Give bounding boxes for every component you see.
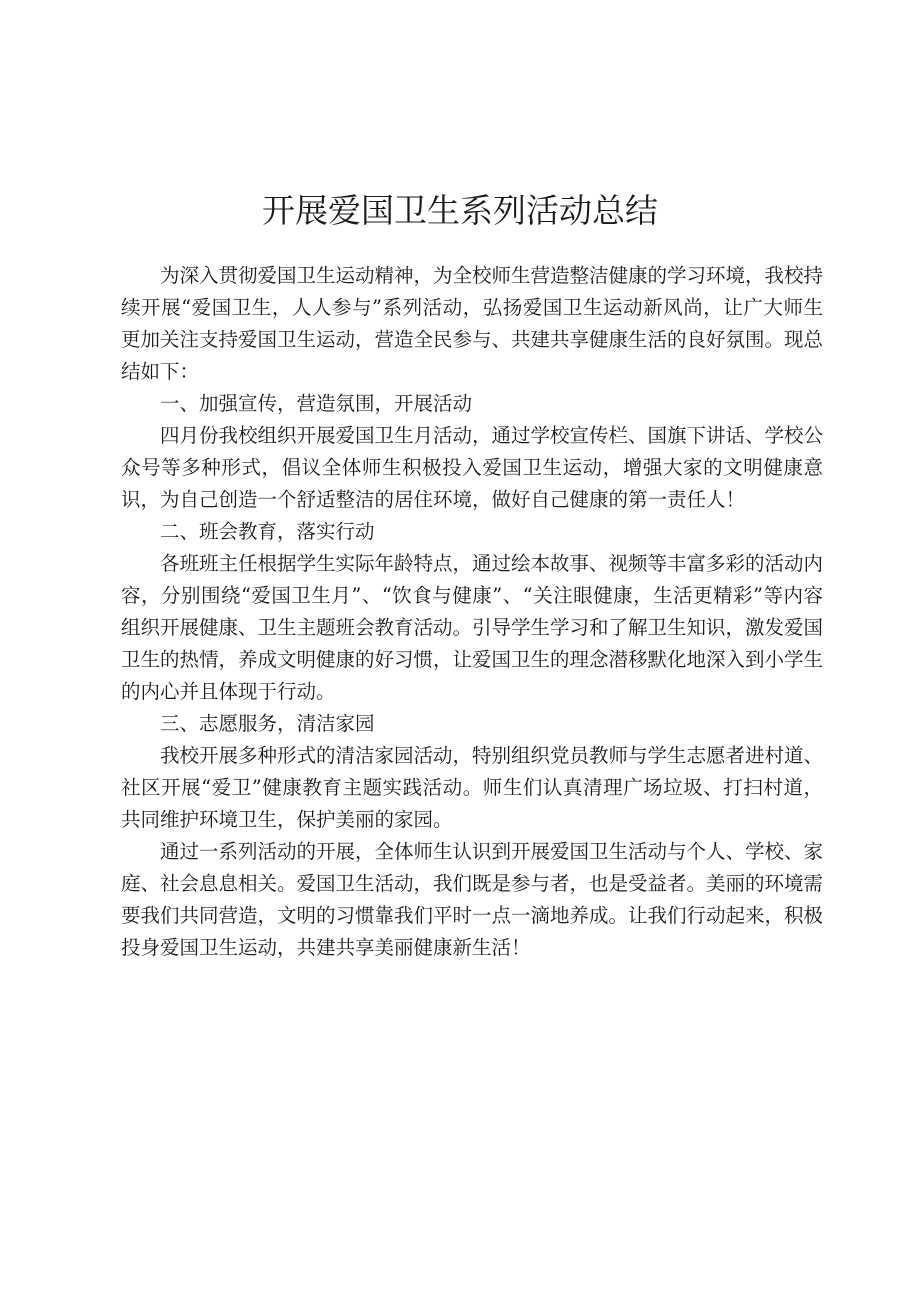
section-body-2: 各班班主任根据学生实际年龄特点，通过绘本故事、视频等丰富多彩的活动内容，分别围绕“爱国卫生月”、“饮食与健康”、“关注眼健康，生活更精彩”等内容组织开展健康、卫生主题班会教育活动。引导学生学习和了解卫生知识，激发爱国卫生的热情，养成文明健康的好习惯，让爱国卫生的理念潜移默化地深入到小学生的内心并且体现于行动。 (121, 552, 824, 703)
document-title: 开展爱国卫生系列活动总结 (262, 191, 658, 230)
intro-paragraph: 为深入贯彻爱国卫生运动精神，为全校师生营造整洁健康的学习环境，我校持续开展“爱国卫生，人人参与”系列活动，弘扬爱国卫生运动新风尚，让广大师生更加关注支持爱国卫生运动，营造全民参与、共建共享健康生活的良好氛围。现总结如下： (121, 264, 824, 383)
document-body (121, 260, 823, 964)
section-body-1: 四月份我校组织开展爱国卫生月活动，通过学校宣传栏、国旗下讲话、学校公众号等多种形式，倡议全体师生积极投入爱国卫生运动，增强大家的文明健康意识，为自己创造一个舒适整洁的居住环境，做好自己健康的第一责任人！ (121, 424, 824, 511)
conclusion-paragraph: 通过一系列活动的开展，全体师生认识到开展爱国卫生活动与个人、学校、家庭、社会息息相关。爱国卫生活动，我们既是参与者，也是受益者。美丽的环境需要我们共同营造，文明的习惯靠我们平时一点一滴地养成。让我们行动起来，积极投身爱国卫生运动，共建共享美丽健康新生活！ (121, 840, 824, 959)
section-heading-1: 一、加强宣传，营造氛围，开展活动 (160, 392, 473, 415)
section-heading-3: 三、志愿服务，清洁家园 (160, 712, 375, 735)
section-body-3: 我校开展多种形式的清洁家园活动，特别组织党员教师与学生志愿者进村道、社区开展“爱卫”健康教育主题实践活动。师生们认真清理广场垃圾、打扫村道，共同维护环境卫生，保护美丽的家园。 (121, 744, 824, 831)
section-heading-2: 二、班会教育，落实行动 (160, 520, 375, 543)
